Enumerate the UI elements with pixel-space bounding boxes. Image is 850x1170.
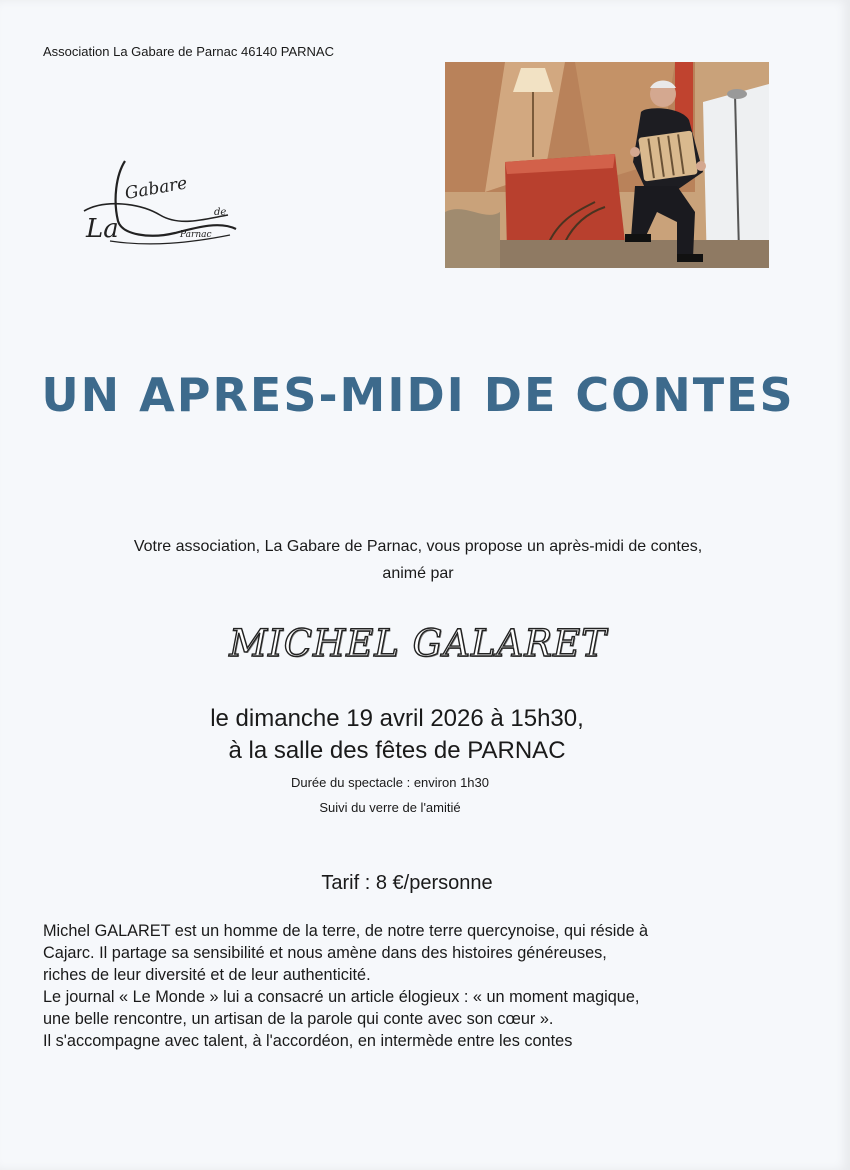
event-followup: Suivi du verre de l'amitié [319,800,461,815]
event-duration: Durée du spectacle : environ 1h30 [290,775,489,790]
description-line: une belle rencontre, un artisan de la parole qui conte avec son cœur ». [43,1010,554,1028]
description-line: Cajarc. Il partage sa sensibilité et nous amène dans des histoires généreuses, [43,944,607,962]
storyteller-photo [445,62,769,268]
organization-header: Association La Gabare de Parnac 46140 PARNAC [43,44,334,59]
event-date: le dimanche 19 avril 2026 à 15h30, [210,705,584,732]
logo-gabare: Gabare [123,173,189,204]
description-line: Le journal « Le Monde » lui a consacré un article élogieux : « un moment magique, [43,988,640,1006]
description-line: riches de leur diversité et de leur authenticité. [43,966,371,984]
ticket-price: Tarif : 8 €/personne [321,872,493,894]
performer-name: MICHEL GALARET [229,622,607,665]
event-place: à la salle des fêtes de PARNAC [228,737,566,764]
logo-la: La [86,214,119,244]
intro-line-1: Votre association, La Gabare de Parnac, vous propose un après-midi de contes, [133,538,703,555]
page-title: UN APRES-MIDI DE CONTES [41,368,795,422]
description-line: Il s'accompagne avec talent, à l'accordéon, en intermède entre les contes [43,1032,573,1050]
intro-line-2: animé par [382,565,454,582]
performer-description [43,920,823,1052]
gabare-logo [80,155,245,255]
logo-parnac: Parnac [180,230,212,240]
description-line: Michel GALARET est un homme de la terre, de notre terre quercynoise, qui réside à [43,922,649,940]
logo-de: de [214,207,227,218]
